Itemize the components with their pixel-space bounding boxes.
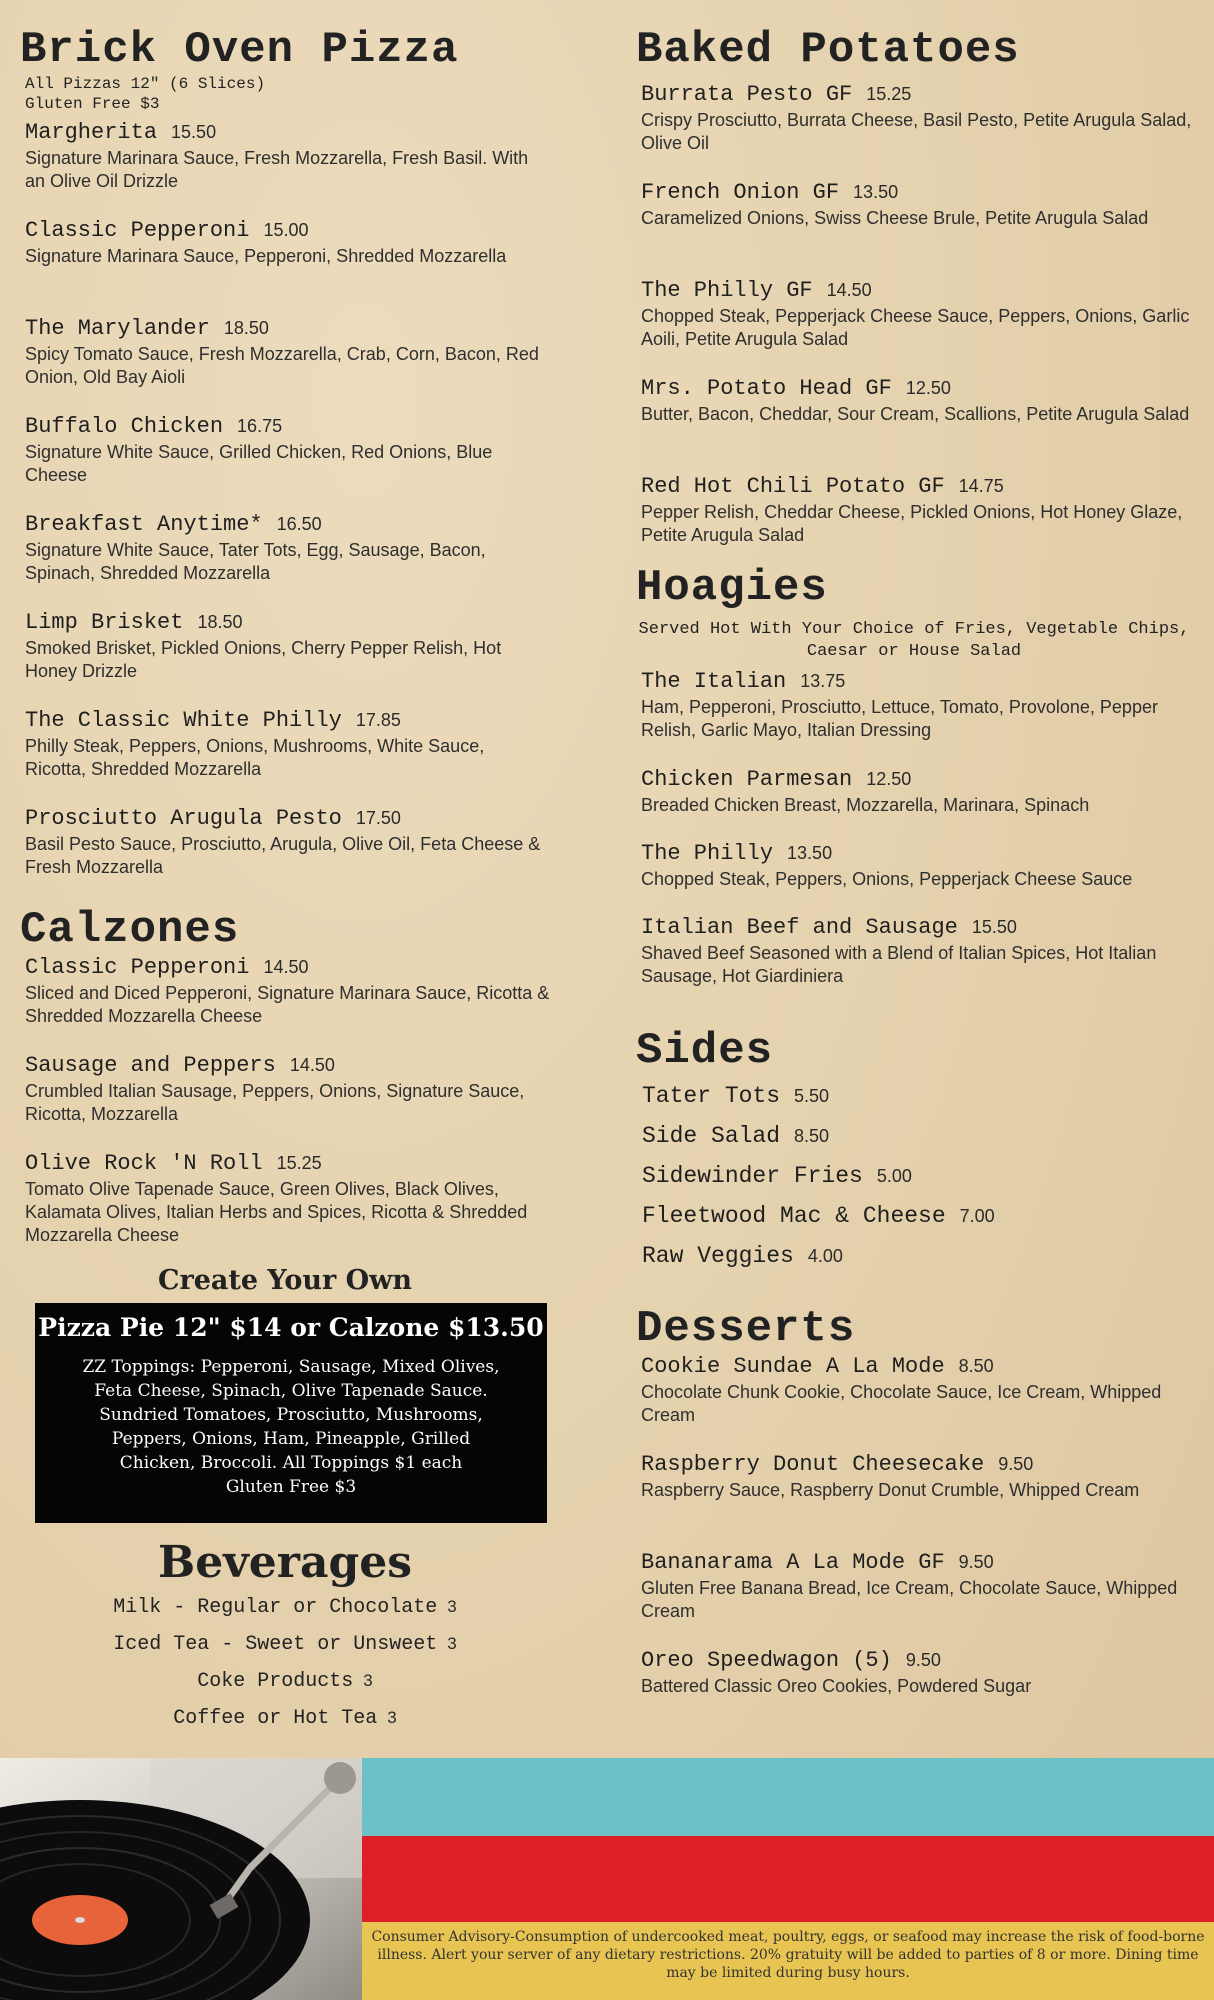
item-name: Bananarama A La Mode GF xyxy=(641,1549,945,1575)
item-description: Gluten Free Banana Bread, Ice Cream, Chocolate Sauce, Whipped Cream xyxy=(641,1577,1178,1621)
item-name: Olive Rock 'N Roll xyxy=(25,1150,263,1176)
item-description: Chopped Steak, Pepperjack Cheese Sauce, Peppers, Onions, Garlic Aoili, Petite Arugula Salad xyxy=(641,306,1190,350)
menu-item xyxy=(25,120,550,218)
item-price: 15.50 xyxy=(171,122,217,143)
menu-item xyxy=(25,1053,550,1151)
item-description: Signature White Sauce, Tater Tots, Egg, Sausage, Bacon, Spinach, Shredded Mozzarella xyxy=(25,540,486,584)
item-price: 5.50 xyxy=(794,1086,830,1107)
item-description: Caramelized Onions, Swiss Cheese Brule, Petite Arugula Salad xyxy=(641,208,1149,229)
side-item xyxy=(642,1243,1192,1283)
item-name: Tater Tots xyxy=(642,1083,781,1110)
menu-item xyxy=(641,1452,1192,1550)
item-description: Smoked Brisket, Pickled Onions, Cherry Pepper Relish, Hot Honey Drizzle xyxy=(25,638,502,682)
item-description: Signature Marinara Sauce, Fresh Mozzarella, Fresh Basil. With an Olive Oil Drizzle xyxy=(25,148,529,192)
item-description: Spicy Tomato Sauce, Fresh Mozzarella, Crab, Corn, Bacon, Red Onion, Old Bay Aioli xyxy=(25,344,539,388)
item-name: The Philly GF xyxy=(641,278,813,304)
item-price: 18.50 xyxy=(223,318,269,339)
side-item xyxy=(642,1203,1192,1243)
item-price: 13.50 xyxy=(853,182,899,203)
item-description: Ham, Pepperoni, Prosciutto, Lettuce, Tomato, Provolone, Pepper Relish, Garlic Mayo, Italian Dressing xyxy=(641,696,1158,740)
item-description: Signature Marinara Sauce, Pepperoni, Shredded Mozzarella xyxy=(25,246,507,267)
item-price: 15.25 xyxy=(866,84,912,105)
item-description: Chocolate Chunk Cookie, Chocolate Sauce, Ice Cream, Whipped Cream xyxy=(641,1381,1162,1425)
item-name: Raw Veggies xyxy=(642,1243,794,1270)
item-price: 13.50 xyxy=(787,842,833,863)
item-description: Raspberry Sauce, Raspberry Donut Crumble, Whipped Cream xyxy=(641,1479,1140,1500)
create-your-own-box xyxy=(35,1303,547,1523)
item-name: Coke Products xyxy=(197,1669,354,1693)
menu-item xyxy=(641,767,1192,841)
item-name: Limp Brisket xyxy=(25,610,184,636)
menu-item xyxy=(641,376,1192,474)
menu-item xyxy=(641,669,1192,767)
create-gf-note: Gluten Free $3 xyxy=(225,1476,357,1497)
pizza-list xyxy=(20,120,550,904)
side-item xyxy=(642,1163,1192,1203)
item-price: 14.50 xyxy=(289,1054,335,1075)
item-name: French Onion GF xyxy=(641,180,840,206)
item-name: Breakfast Anytime* xyxy=(25,512,263,538)
item-description: Breaded Chicken Breast, Mozzarella, Marinara, Spinach xyxy=(641,794,1090,815)
hoagies-note: Served Hot With Your Choice of Fries, Vegetable Chips, Caesar or House Salad xyxy=(638,619,1190,661)
footer-banner xyxy=(0,1758,1214,2000)
item-price: 3 xyxy=(447,1596,457,1616)
item-name: Raspberry Donut Cheesecake xyxy=(641,1451,985,1477)
item-price: 8.50 xyxy=(794,1126,830,1147)
item-name: The Marylander xyxy=(25,316,210,342)
side-item xyxy=(642,1083,1192,1123)
item-description: Chopped Steak, Peppers, Onions, Pepperjack Cheese Sauce xyxy=(641,868,1133,889)
item-description: Crispy Prosciutto, Burrata Cheese, Basil Pesto, Petite Arugula Salad, Olive Oil xyxy=(641,110,1192,154)
menu-item xyxy=(641,1550,1192,1648)
teal-band xyxy=(362,1758,1214,1836)
item-name: Prosciutto Arugula Pesto xyxy=(25,806,342,832)
menu-item xyxy=(25,218,550,316)
pizza-gf-note: Gluten Free $3 xyxy=(25,95,160,114)
menu-item xyxy=(641,1354,1192,1452)
item-name: Side Salad xyxy=(642,1123,781,1150)
menu-item xyxy=(641,915,1192,1027)
menu-item xyxy=(641,180,1192,278)
item-price: 13.75 xyxy=(800,670,846,691)
item-name: Italian Beef and Sausage xyxy=(641,914,958,940)
item-price: 4.00 xyxy=(807,1246,843,1267)
menu-item xyxy=(641,82,1192,180)
item-name: Coffee or Hot Tea xyxy=(173,1706,378,1730)
item-price: 3 xyxy=(447,1633,457,1653)
beverage-item xyxy=(20,1588,550,1625)
item-name: The Philly xyxy=(641,840,774,866)
left-column xyxy=(20,0,550,1736)
sides-title: Sides xyxy=(636,1025,774,1076)
item-description: Sliced and Diced Pepperoni, Signature Marinara Sauce, Ricotta & Shredded Mozzarella Cheese xyxy=(25,982,550,1026)
create-headline: Pizza Pie 12" $14 or Calzone $13.50 xyxy=(38,1312,544,1342)
item-price: 17.50 xyxy=(355,808,401,829)
item-price: 9.50 xyxy=(905,1649,941,1670)
menu-item xyxy=(25,512,550,610)
item-price: 5.00 xyxy=(876,1166,912,1187)
item-name: The Classic White Philly xyxy=(25,708,342,734)
item-price: 3 xyxy=(363,1670,373,1690)
menu-item xyxy=(25,414,550,512)
toppings-list: ZZ Toppings: Pepperoni, Sausage, Mixed Olives, Feta Cheese, Spinach, Olive Tapenade Sauce. Sundried Tomatoes, Prosciutto, Mushrooms, Peppers, Onions, Ham, Pineapple, Grilled Chicken, Broccoli. All Toppings $1 each xyxy=(82,1356,500,1473)
item-name: Buffalo Chicken xyxy=(25,414,224,440)
item-price: 15.50 xyxy=(971,916,1017,937)
item-name: Classic Pepperoni xyxy=(25,218,250,244)
menu-item xyxy=(25,610,550,708)
hoagies-title: Hoagies xyxy=(636,563,828,614)
beverage-item xyxy=(20,1699,550,1736)
item-name: Classic Pepperoni xyxy=(25,954,250,980)
menu-item xyxy=(25,1151,550,1263)
right-column xyxy=(636,0,1192,1708)
menu-item xyxy=(25,708,550,806)
item-name: Mrs. Potato Head GF xyxy=(641,376,892,402)
pizza-title: Brick Oven Pizza xyxy=(20,25,459,75)
menu-item xyxy=(25,955,550,1053)
item-name: Margherita xyxy=(25,120,158,146)
beverages-title: Beverages xyxy=(158,1536,412,1588)
item-description: Signature White Sauce, Grilled Chicken, Red Onions, Blue Cheese xyxy=(25,442,493,486)
item-price: 3 xyxy=(387,1707,397,1727)
item-price: 16.75 xyxy=(237,416,283,437)
baked-potatoes-title: Baked Potatoes xyxy=(636,25,1020,75)
item-name: Chicken Parmesan xyxy=(641,766,853,792)
item-description: Pepper Relish, Cheddar Cheese, Pickled Onions, Hot Honey Glaze, Petite Arugula Salad xyxy=(641,502,1183,546)
item-description: Butter, Bacon, Cheddar, Sour Cream, Scallions, Petite Arugula Salad xyxy=(641,404,1190,425)
record-player-image xyxy=(0,1758,362,2000)
item-price: 9.50 xyxy=(958,1551,994,1572)
advisory-band xyxy=(362,1922,1214,2000)
item-name: Fleetwood Mac & Cheese xyxy=(642,1203,946,1230)
item-price: 14.75 xyxy=(958,476,1004,497)
side-item xyxy=(642,1123,1192,1163)
item-name: Oreo Speedwagon (5) xyxy=(641,1647,892,1673)
vinyl-record-icon xyxy=(0,1758,362,2000)
item-name: Burrata Pesto GF xyxy=(641,82,853,108)
item-price: 18.50 xyxy=(197,612,243,633)
item-description: Tomato Olive Tapenade Sauce, Green Olives, Black Olives, Kalamata Olives, Italian Herbs and Spices, Ricotta & Shredded Mozzarella Cheese xyxy=(25,1178,528,1245)
item-price: 16.50 xyxy=(276,514,322,535)
item-description: Basil Pesto Sauce, Prosciutto, Arugula, Olive Oil, Feta Cheese & Fresh Mozzarella xyxy=(25,834,541,878)
menu-item xyxy=(25,806,550,904)
item-description: Battered Classic Oreo Cookies, Powdered Sugar xyxy=(641,1675,1032,1696)
item-name: Iced Tea - Sweet or Unsweet xyxy=(113,1632,438,1656)
item-name: Red Hot Chili Potato GF xyxy=(641,474,945,500)
item-name: Sidewinder Fries xyxy=(642,1163,863,1190)
item-price: 9.50 xyxy=(998,1453,1034,1474)
item-name: The Italian xyxy=(641,668,787,694)
create-your-own-title: Create Your Own xyxy=(157,1264,413,1296)
item-name: Milk - Regular or Chocolate xyxy=(113,1595,438,1619)
menu-item xyxy=(641,841,1192,915)
item-price: 14.50 xyxy=(263,956,309,977)
menu-item xyxy=(25,316,550,414)
menu-item xyxy=(641,474,1192,564)
item-price: 8.50 xyxy=(958,1355,994,1376)
item-price: 15.00 xyxy=(263,220,309,241)
item-price: 14.50 xyxy=(826,280,872,301)
item-price: 17.85 xyxy=(355,710,401,731)
item-description: Shaved Beef Seasoned with a Blend of Italian Spices, Hot Italian Sausage, Hot Giardiniera xyxy=(641,942,1157,986)
item-price: 15.25 xyxy=(276,1152,322,1173)
pizza-size-note: All Pizzas 12" (6 Slices) xyxy=(25,75,266,94)
item-name: Cookie Sundae A La Mode xyxy=(641,1353,945,1379)
menu-item xyxy=(641,278,1192,376)
menu-item xyxy=(641,1648,1192,1708)
item-description: Crumbled Italian Sausage, Peppers, Onions, Signature Sauce, Ricotta, Mozzarella xyxy=(25,1080,525,1124)
consumer-advisory: Consumer Advisory-Consumption of undercooked meat, poultry, eggs, or seafood may increase the risk of food-borne illness. Alert your server of any dietary restrictions. 20% gratuity will be added to parties of 8 or more. Dining time may be limited during busy hours. xyxy=(371,1929,1205,1981)
item-description: Philly Steak, Peppers, Onions, Mushrooms, White Sauce, Ricotta, Shredded Mozzarella xyxy=(25,736,485,780)
item-price: 7.00 xyxy=(959,1206,995,1227)
desserts-title: Desserts xyxy=(636,1304,856,1355)
calzones-title: Calzones xyxy=(20,905,240,956)
item-price: 12.50 xyxy=(866,768,912,789)
red-band xyxy=(362,1836,1214,1922)
item-name: Sausage and Peppers xyxy=(25,1052,276,1078)
beverage-item xyxy=(20,1625,550,1662)
item-price: 12.50 xyxy=(905,378,951,399)
beverage-item xyxy=(20,1662,550,1699)
